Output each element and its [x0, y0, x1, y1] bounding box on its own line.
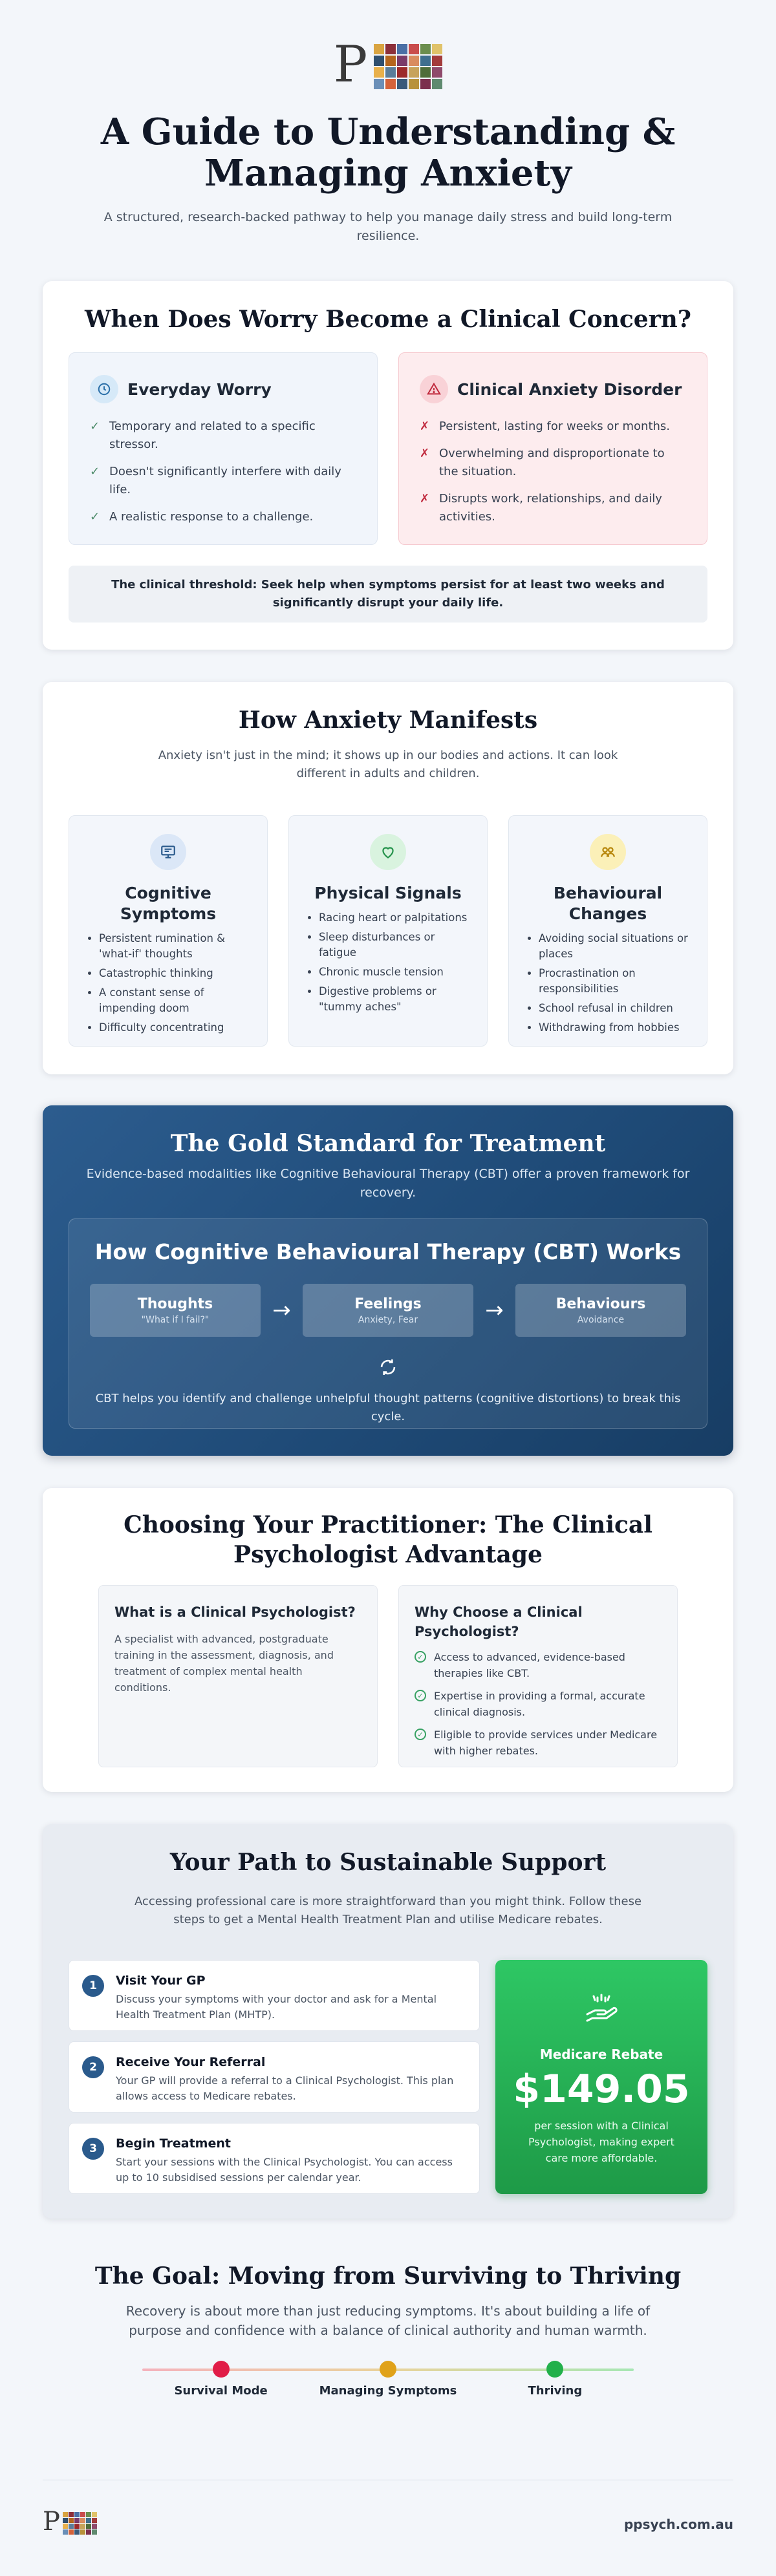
cross-mark-icon: ✗ [420, 447, 430, 460]
logo-letter: P [333, 36, 368, 94]
logo-pixel [69, 2518, 74, 2523]
stage-dot [380, 2361, 396, 2378]
section-intro: Evidence-based modalities like Cognitive Behavioural Therapy (CBT) offer a proven framework for recovery. [86, 1167, 690, 1200]
logo-pixel [409, 79, 419, 89]
logo-pixel [74, 2524, 80, 2529]
cbt-step-subtitle: Avoidance [577, 1314, 625, 1325]
why-choose-psychologist-card [398, 1585, 678, 1767]
people-icon [590, 834, 626, 870]
section-title: When Does Worry Become a Clinical Concern? [85, 306, 691, 333]
list-item-text: Doesn't significantly interfere with daily life. [109, 465, 341, 496]
cognitive-symptoms-card [69, 815, 268, 1047]
logo-pixel [374, 44, 384, 54]
stage-label: Thriving [528, 2384, 583, 2398]
logo-pixel [63, 2518, 68, 2523]
cbt-step-title: Thoughts [137, 1295, 213, 1312]
logo-pixel [420, 44, 431, 54]
list-item [90, 463, 356, 499]
logo-pixel [409, 56, 419, 66]
clock-icon [90, 375, 118, 403]
list-item-text: Persistent, lasting for weeks or months. [439, 420, 671, 433]
page-title-line1: A Guide to Understanding & [100, 111, 676, 153]
step-number: 2 [82, 2056, 104, 2078]
step-item [69, 2123, 480, 2194]
cbt-step-subtitle: "What if I fail?" [141, 1314, 210, 1325]
section-title: The Gold Standard for Treatment [170, 1130, 606, 1157]
benefit-list [415, 1649, 662, 1759]
logo-pixel [420, 67, 431, 78]
logo-pixel [92, 2518, 97, 2523]
brand-logo[interactable] [0, 36, 776, 94]
step-text: Start your sessions with the Clinical Psychologist. You can access up to 10 subsidised sessions per calendar year. [116, 2156, 453, 2184]
logo-pixel [86, 2518, 91, 2523]
list-item [415, 1688, 662, 1720]
logo-pixel [420, 79, 431, 89]
list-item: • Digestive problems or "tummy aches" [319, 984, 471, 1015]
practitioner-section [43, 1488, 733, 1792]
logo-pixel [63, 2529, 68, 2535]
everyday-list [90, 418, 356, 526]
logo-pixel [432, 56, 442, 66]
what-is-psychologist-card [98, 1585, 378, 1767]
logo-pixel [74, 2529, 80, 2535]
logo-pixel [397, 79, 407, 89]
section-title: The Goal: Moving from Surviving to Thriving [94, 2262, 682, 2290]
section-title: How Anxiety Manifests [238, 707, 538, 734]
logo-pixel-mosaic [63, 2512, 97, 2535]
step-item [69, 2041, 480, 2113]
section-intro: Accessing professional care is more straightforward than you might think. Follow these steps to get a Mental Health Treatment Plan and utilise Medicare rebates. [134, 1895, 642, 1926]
card-text: A specialist with advanced, postgraduate training in the assessment, diagnosis, and treatment of complex mental health conditions. [114, 1633, 334, 1694]
stage-dot [213, 2361, 230, 2378]
list-item: • A constant sense of impending doom [99, 985, 252, 1016]
check-circle-icon: ✓ [415, 1729, 426, 1740]
list-item: • Difficulty concentrating [99, 1020, 252, 1036]
list-item: • Chronic muscle tension [319, 964, 471, 980]
logo-pixel [92, 2524, 97, 2529]
hand-coin-icon [581, 1988, 622, 2030]
cbt-description: CBT helps you identify and challenge unhelpful thought patterns (cognitive distortions) to break this cycle. [95, 1392, 681, 1423]
symptom-list [85, 931, 252, 1036]
step-text: Your GP will provide a referral to a Clinical Psychologist. This plan allows access to Medicare rebates. [116, 2074, 454, 2102]
logo-pixel [397, 56, 407, 66]
logo-pixel [374, 79, 384, 89]
logo-pixel [86, 2512, 91, 2517]
list-item: • Procrastination on responsibilities [539, 966, 691, 997]
logo-pixel [80, 2529, 85, 2535]
logo-pixel [409, 67, 419, 78]
page-title [0, 111, 776, 194]
logo-pixel [385, 79, 396, 89]
list-item-text: Disrupts work, relationships, and daily activities. [439, 492, 662, 524]
cross-mark-icon: ✗ [420, 420, 430, 433]
check-mark-icon: ✓ [90, 510, 100, 524]
list-item: • Persistent rumination & 'what-if' thoughts [99, 931, 252, 962]
logo-pixel [432, 44, 442, 54]
page-footer [43, 2480, 733, 2557]
cbt-step-title: Behaviours [555, 1295, 646, 1312]
card-title: Everyday Worry [127, 379, 272, 399]
warning-triangle-icon [420, 375, 448, 403]
symptom-list [524, 931, 691, 1036]
logo-pixel [80, 2524, 85, 2529]
page-header [0, 0, 776, 246]
progress-scale [142, 2358, 634, 2410]
monitor-icon [150, 834, 186, 870]
cbt-step-feelings [303, 1284, 473, 1337]
logo-pixel [74, 2518, 80, 2523]
everyday-worry-card [69, 352, 378, 545]
card-title: Cognitive Symptoms [120, 884, 217, 923]
cbt-step-title: Feelings [354, 1295, 422, 1312]
logo-pixel [385, 67, 396, 78]
comparison-row [69, 352, 707, 545]
stage-label: Survival Mode [174, 2384, 268, 2398]
logo-pixel [409, 44, 419, 54]
cbt-diagram [69, 1219, 707, 1429]
logo-pixel [432, 67, 442, 78]
cycle-arrows-icon [69, 1356, 707, 1378]
logo-pixel-mosaic [374, 44, 442, 89]
card-header [90, 375, 356, 403]
logo-pixel [74, 2512, 80, 2517]
list-item: • School refusal in children [539, 1001, 691, 1016]
section-intro: Anxiety isn't just in the mind; it shows up in our bodies and actions. It can look different in adults and children. [158, 749, 618, 780]
page-title-line2: Managing Anxiety [204, 152, 572, 195]
list-item: • Withdrawing from hobbies [539, 1020, 691, 1036]
logo-pixel [63, 2512, 68, 2517]
section-title: Your Path to Sustainable Support [169, 1849, 607, 1876]
list-item-text: A realistic response to a challenge. [109, 510, 314, 524]
card-header [420, 375, 686, 403]
stage-survival [150, 2358, 292, 2398]
step-text: Discuss your symptoms with your doctor and ask for a Mental Health Treatment Plan (MHTP). [116, 1993, 437, 2021]
manifests-section [43, 682, 733, 1074]
logo-pixel [80, 2518, 85, 2523]
logo-pixel [385, 56, 396, 66]
logo-pixel [374, 67, 384, 78]
disorder-list [420, 418, 686, 526]
steps-list [69, 1960, 480, 2204]
list-item: • Catastrophic thinking [99, 966, 252, 981]
list-item [420, 490, 686, 526]
list-item-text: Overwhelming and disproportionate to the situation. [439, 447, 665, 478]
check-circle-icon: ✓ [415, 1651, 426, 1663]
list-item: • Avoiding social situations or places [539, 931, 691, 962]
logo-pixel [397, 67, 407, 78]
support-path-section [43, 1824, 733, 2219]
rebate-label: Medicare Rebate [539, 2047, 663, 2062]
card-title: Clinical Anxiety Disorder [457, 379, 682, 399]
heart-icon [370, 834, 406, 870]
logo-pixel [432, 79, 442, 89]
section-title-line1: Choosing Your Practitioner: The Clinical [124, 1511, 652, 1538]
list-item [415, 1727, 662, 1759]
logo-pixel [385, 44, 396, 54]
clinical-disorder-card [398, 352, 707, 545]
list-item [90, 508, 356, 526]
arrow-right-icon: → [272, 1297, 291, 1323]
card-title: Behavioural Changes [553, 884, 663, 923]
list-item-text: Access to advanced, evidence-based therapies like CBT. [434, 1651, 625, 1679]
logo-pixel [63, 2524, 68, 2529]
check-circle-icon: ✓ [415, 1690, 426, 1701]
logo-pixel [397, 44, 407, 54]
section-title-line2: Psychologist Advantage [233, 1541, 543, 1568]
list-item [90, 418, 356, 454]
physical-signals-card [288, 815, 488, 1047]
check-mark-icon: ✓ [90, 420, 100, 433]
behavioural-changes-card [508, 815, 707, 1047]
rebate-amount: $149.05 [513, 2067, 690, 2112]
logo-pixel [86, 2524, 91, 2529]
footer-website-link[interactable]: ppsych.com.au [623, 2517, 733, 2532]
step-title: Receive Your Referral [116, 2055, 266, 2069]
list-item: • Sleep disturbances or fatigue [319, 930, 471, 961]
practitioner-columns [98, 1585, 678, 1767]
cbt-title: How Cognitive Behavioural Therapy (CBT) Works [94, 1239, 682, 1264]
logo-pixel [69, 2529, 74, 2535]
cross-mark-icon: ✗ [420, 492, 430, 506]
list-item [420, 418, 686, 436]
symptom-list [305, 910, 471, 1015]
arrow-right-icon: → [485, 1297, 504, 1323]
logo-pixel [92, 2512, 97, 2517]
step-title: Begin Treatment [116, 2136, 231, 2151]
step-number: 3 [82, 2138, 104, 2160]
clinical-threshold-note: The clinical threshold: Seek help when symptoms persist for at least two weeks and significantly disrupt your daily life. [69, 566, 707, 623]
list-item [420, 445, 686, 481]
list-item [415, 1649, 662, 1681]
logo-pixel [86, 2529, 91, 2535]
logo-pixel [420, 56, 431, 66]
stage-dot [546, 2361, 563, 2378]
medicare-rebate-card [495, 1960, 707, 2194]
cbt-step-subtitle: Anxiety, Fear [358, 1314, 418, 1325]
section-title [43, 1510, 733, 1570]
page-subtitle: A structured, research-backed pathway to help you manage daily stress and build long-term resilience. [103, 210, 673, 243]
logo-pixel [69, 2512, 74, 2517]
clinical-concern-section [43, 281, 733, 650]
list-item-text: Eligible to provide services under Medicare with higher rebates. [434, 1729, 658, 1757]
footer-logo[interactable] [43, 2509, 97, 2535]
stage-thriving [484, 2358, 626, 2398]
logo-pixel [374, 56, 384, 66]
manifest-columns [69, 815, 707, 1047]
goal-section [0, 2262, 776, 2410]
cbt-flow [90, 1284, 686, 1337]
logo-pixel [80, 2512, 85, 2517]
cbt-step-thoughts [90, 1284, 261, 1337]
logo-pixel [69, 2524, 74, 2529]
cbt-step-behaviours [515, 1284, 686, 1337]
stage-managing [317, 2358, 459, 2398]
list-item-text: Temporary and related to a specific stressor. [109, 420, 316, 451]
stage-label: Managing Symptoms [319, 2384, 457, 2398]
check-mark-icon: ✓ [90, 465, 100, 478]
section-intro: Recovery is about more than just reducing symptoms. It's about building a life of purpose and confidence with a balance of clinical authority and human warmth. [125, 2303, 651, 2338]
card-title: Why Choose a Clinical Psychologist? [415, 1604, 583, 1639]
rebate-description: per session with a Clinical Psychologist, making expert care more affordable. [528, 2120, 674, 2164]
step-item [69, 1960, 480, 2031]
step-title: Visit Your GP [116, 1974, 206, 1988]
step-number: 1 [82, 1975, 104, 1997]
treatment-section [43, 1105, 733, 1456]
card-title: Physical Signals [314, 884, 462, 902]
list-item-text: Expertise in providing a formal, accurate clinical diagnosis. [434, 1690, 645, 1718]
logo-letter: P [43, 2507, 60, 2537]
logo-pixel [92, 2529, 97, 2535]
card-title: What is a Clinical Psychologist? [114, 1604, 356, 1620]
list-item: • Racing heart or palpitations [319, 910, 471, 926]
